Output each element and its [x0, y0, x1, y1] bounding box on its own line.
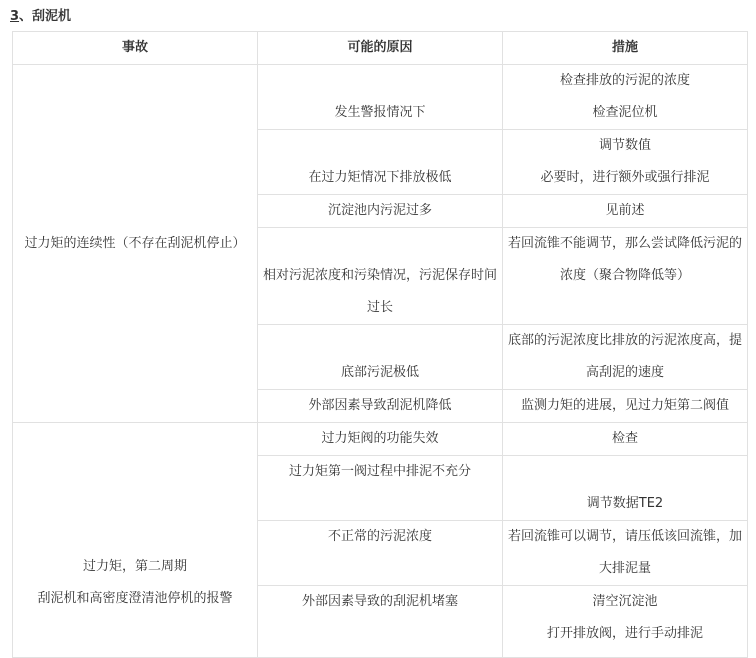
measure-cell — [503, 195, 748, 228]
accident-cell — [13, 423, 258, 658]
table-row — [13, 423, 748, 456]
section-number: 3 — [10, 9, 20, 24]
cause-text: 不正常的污泥浓度 — [327, 529, 432, 544]
accident-cell — [13, 65, 258, 423]
cause-text: 相对污泥浓度和污染情况，污泥保存时间过长 — [262, 268, 497, 315]
measure-text: 检查 — [611, 431, 638, 446]
accident-text: 过力矩，第二周期 — [82, 559, 187, 574]
header-cause: 可能的原因 — [258, 32, 503, 65]
cause-cell — [258, 390, 503, 423]
cause-cell — [258, 423, 503, 456]
measure-text: 调节数据TE2 — [586, 496, 664, 511]
measure-text: 必要时，进行额外或强行排泥 — [540, 170, 710, 185]
measure-cell — [503, 325, 748, 390]
cause-cell — [258, 228, 503, 325]
header-accident: 事故 — [13, 32, 258, 65]
cause-cell — [258, 521, 503, 586]
measure-cell — [503, 456, 748, 521]
cause-cell — [258, 586, 503, 658]
measure-text: 见前述 — [605, 203, 645, 218]
cause-text: 沉淀池内污泥过多 — [327, 203, 432, 218]
section-title — [10, 6, 71, 28]
measure-cell — [503, 586, 748, 658]
cause-text: 在过力矩情况下排放极低 — [308, 170, 452, 185]
measure-text: 调节数值 — [598, 138, 651, 153]
measure-text: 监测力矩的进展，见过力矩第二阀值 — [520, 398, 729, 413]
cause-text: 过力矩第一阀过程中排泥不充分 — [288, 464, 471, 479]
cause-cell — [258, 325, 503, 390]
cause-text: 发生警报情况下 — [334, 105, 426, 120]
cause-cell — [258, 195, 503, 228]
cause-cell — [258, 130, 503, 195]
section-title-text: 、刮泥机 — [19, 9, 72, 24]
cause-text: 外部因素导致刮泥机降低 — [308, 398, 452, 413]
measure-cell — [503, 228, 748, 325]
table-row — [13, 65, 748, 130]
table-header-row — [13, 32, 748, 65]
header-measure: 措施 — [503, 32, 748, 65]
fault-table — [12, 31, 748, 658]
measure-cell — [503, 423, 748, 456]
measure-cell — [503, 390, 748, 423]
cause-text: 外部因素导致的刮泥机堵塞 — [301, 594, 458, 609]
measure-text: 若回流锥可以调节，请压低该回流锥，加大排泥量 — [507, 529, 742, 576]
measure-cell — [503, 65, 748, 130]
measure-text: 检查泥位机 — [592, 105, 658, 120]
accident-text: 过力矩的连续性（不存在刮泥机停止） — [24, 235, 246, 251]
cause-text: 过力矩阀的功能失效 — [321, 431, 439, 446]
measure-text: 检查排放的污泥的浓度 — [559, 73, 690, 88]
cause-cell — [258, 65, 503, 130]
measure-text: 清空沉淀池 — [592, 594, 658, 609]
measure-cell — [503, 130, 748, 195]
measure-text: 若回流锥不能调节，那么尝试降低污泥的浓度（聚合物降低等） — [507, 236, 742, 283]
accident-text: 刮泥机和高密度澄清池停机的报警 — [37, 591, 233, 606]
measure-cell — [503, 521, 748, 586]
measure-text: 底部的污泥浓度比排放的污泥浓度高，提高刮泥的速度 — [507, 333, 742, 380]
measure-text: 打开排放阀，进行手动排泥 — [546, 626, 703, 641]
cause-cell — [258, 456, 503, 521]
cause-text: 底部污泥极低 — [340, 365, 419, 380]
